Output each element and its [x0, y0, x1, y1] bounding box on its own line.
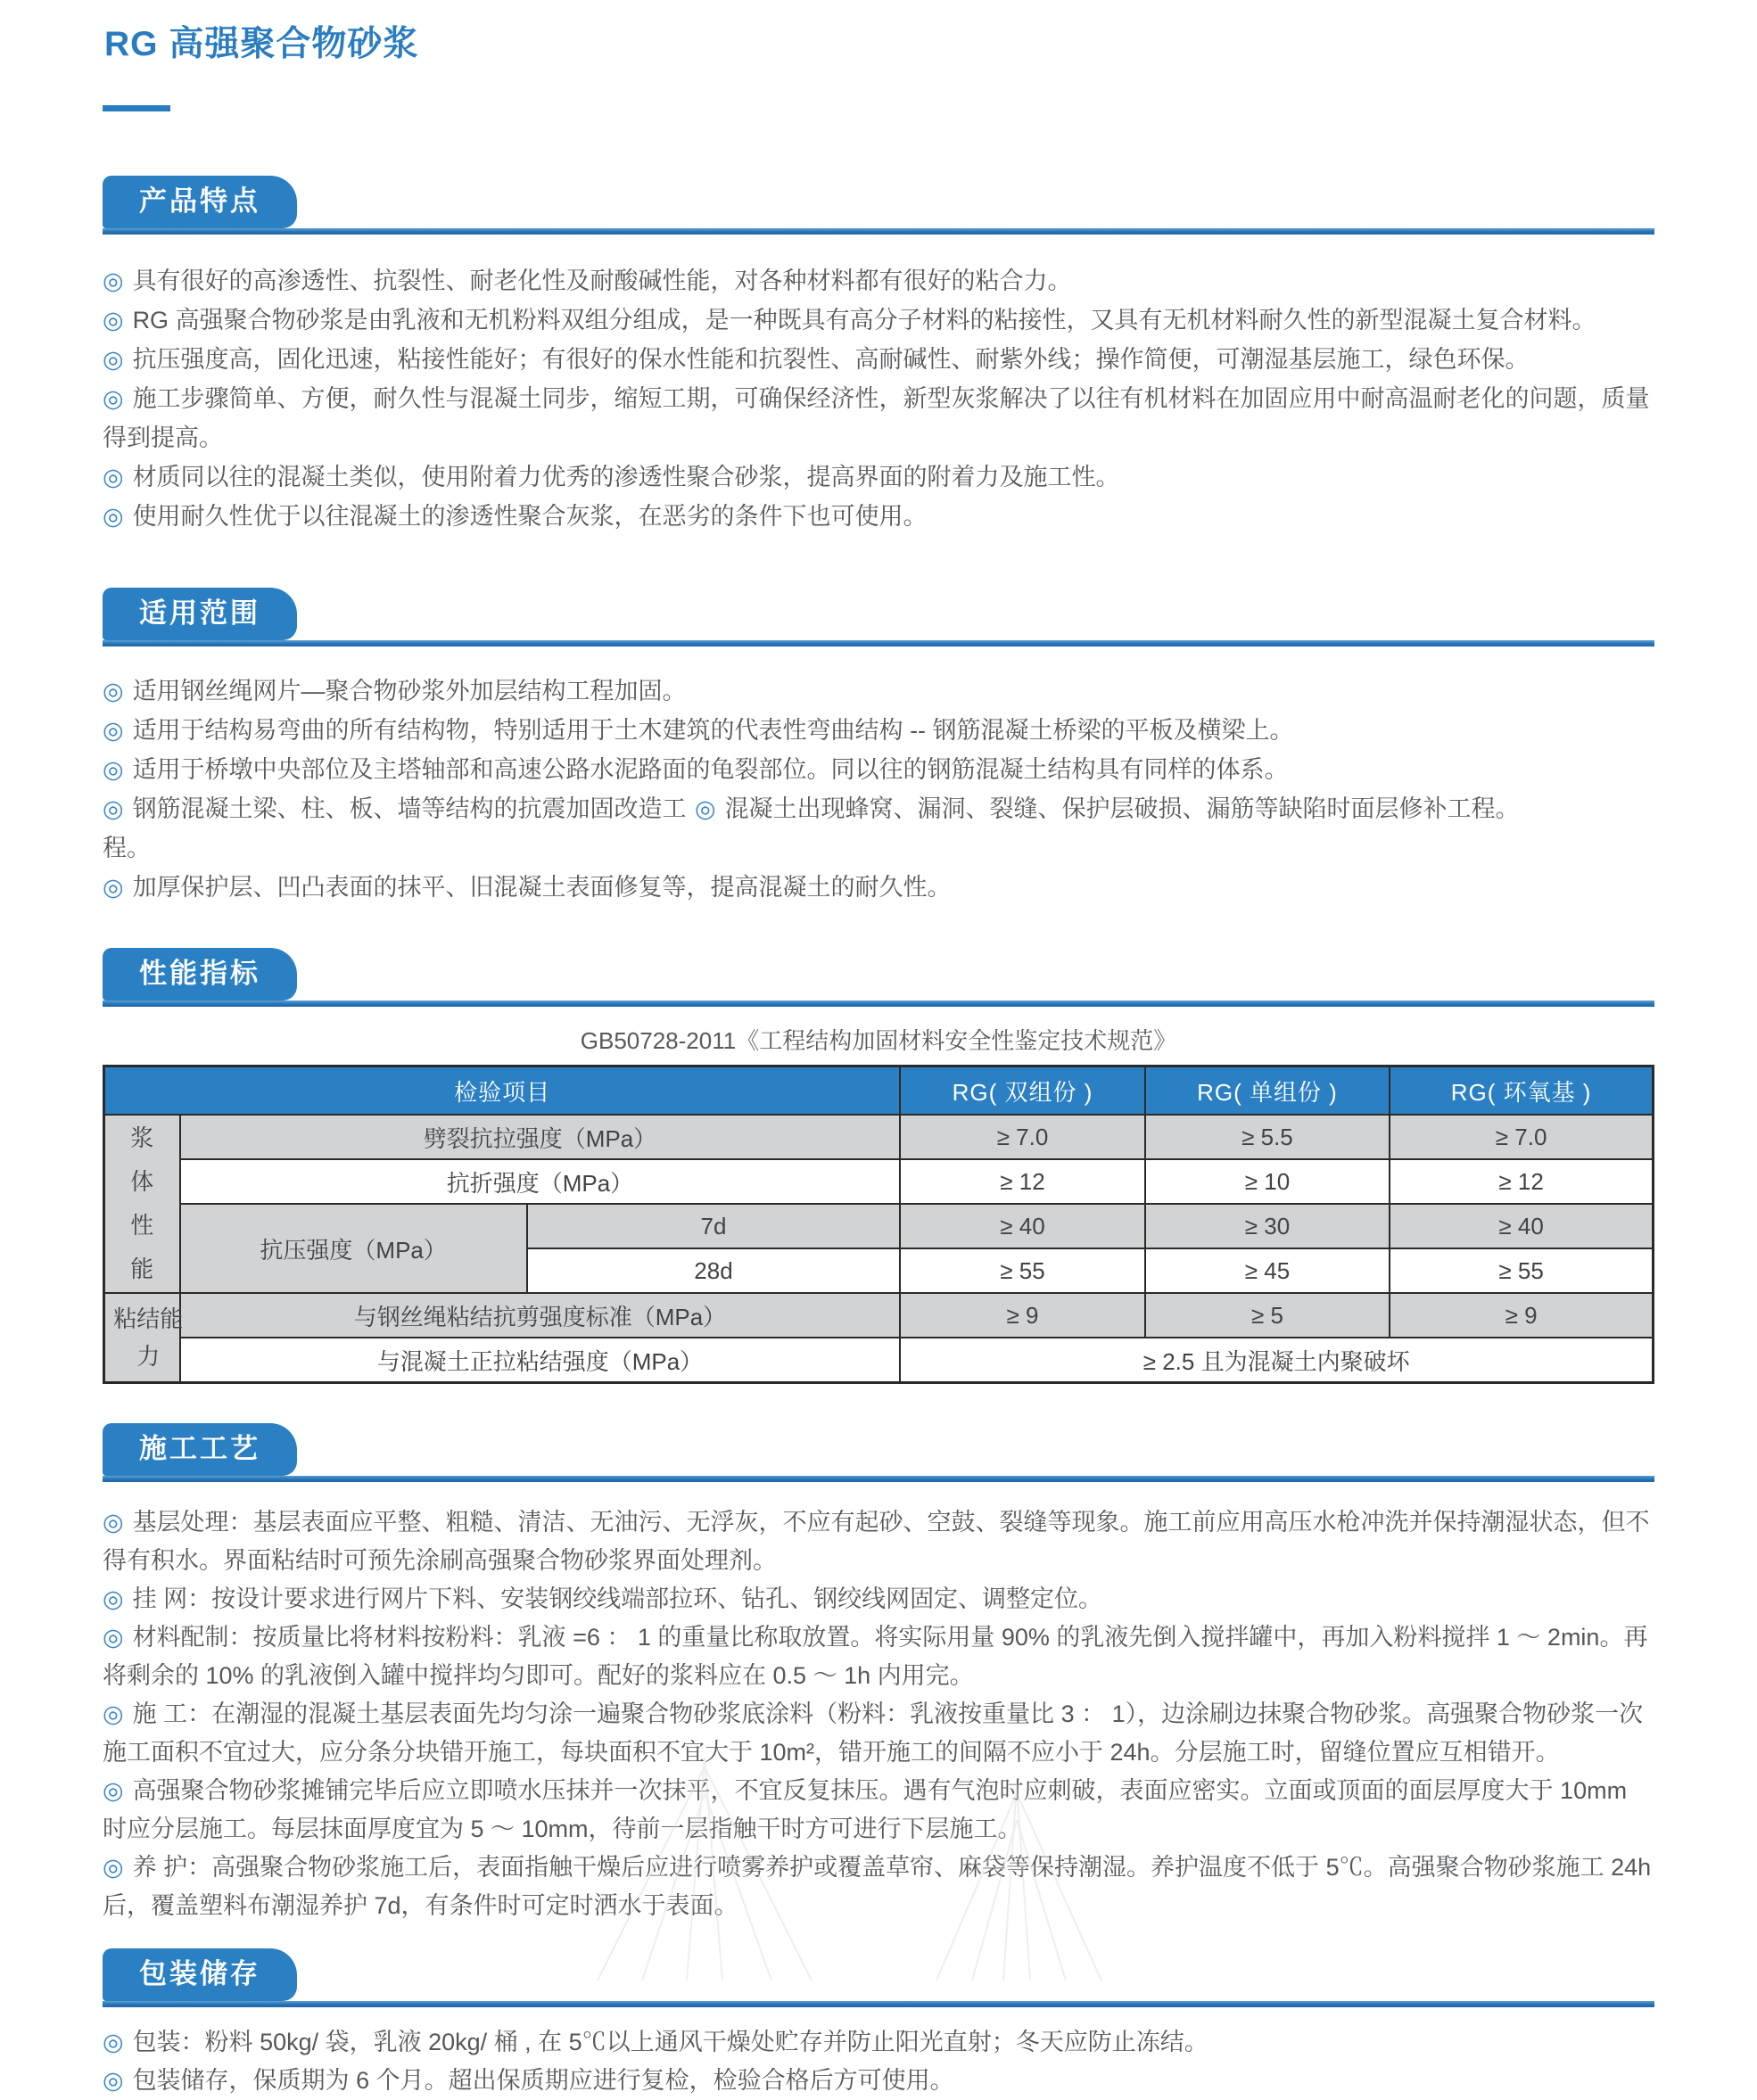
- section-rule: [103, 640, 1654, 646]
- table-row: [104, 1159, 1654, 1204]
- row-name-cell: 与混凝土正拉粘结强度（MPa）: [180, 1338, 901, 1383]
- bullet-text: 适用钢丝绳网片—聚合物砂浆外加层结构工程加固。: [132, 678, 687, 705]
- row-name-cell: 劈裂抗拉强度（MPa）: [180, 1115, 901, 1159]
- bullet-item: [103, 261, 1654, 301]
- bullet-text: RG 高强聚合物砂浆是由乳液和无机粉料双组分组成，是一种既具有高分子材料的粘接性，又具有无机材料耐久性的新型混凝土复合材料。: [132, 307, 1596, 334]
- table-row: [104, 1293, 1654, 1338]
- bullet-item: [103, 497, 1654, 536]
- table-row: [104, 1115, 1654, 1159]
- bullet-icon: ◎: [103, 346, 124, 374]
- bullet-item: [103, 301, 1654, 340]
- bullet-text: 基层处理：基层表面应平整、粗糙、清洁、无油污、无浮灰，不应有起砂、空鼓、裂缝等现象。施工前应用高压水枪冲洗并保持潮湿状态，但不得有积水。界面粘结时可预先涂刷高强聚合物砂浆界面处理剂。: [103, 1509, 1650, 1575]
- bullet-icon: ◎: [103, 756, 124, 784]
- bullet-text: 加厚保护层、凹凸表面的抹平、旧混凝土表面修复等，提高混凝土的耐久性。: [132, 874, 952, 902]
- bullet-icon: ◎: [103, 2029, 124, 2056]
- section-process-heading-tab: 施工工艺: [103, 1423, 297, 1476]
- bullet-icon: ◎: [103, 503, 124, 531]
- bullet-icon: ◎: [103, 1624, 124, 1651]
- section-packaging: [103, 1948, 1654, 2100]
- bullet-item: [103, 457, 1654, 497]
- section-scope: [103, 588, 1654, 907]
- bullet-item: [103, 711, 1654, 750]
- performance-table: [103, 1065, 1654, 1384]
- bullet-icon: ◎: [103, 1585, 124, 1613]
- bullet-text: 材质同以往的混凝土类似，使用附着力优秀的渗透性聚合砂浆，提高界面的附着力及施工性。: [132, 464, 1120, 491]
- section-rule: [103, 228, 1654, 235]
- section-rule: [103, 2001, 1654, 2007]
- bullet-item: [103, 340, 1654, 379]
- bullet-icon: ◎: [103, 268, 124, 295]
- bullet-text: 养 护：高强聚合物砂浆施工后，表面指触干燥后应进行喷雾养护或覆盖草帘、麻袋等保持潮湿。养护温度不低于 5℃。高强聚合物砂浆施工 24h 后，覆盖塑料布潮湿养护 7d，有条件时可定时洒水于表面。: [103, 1854, 1652, 1920]
- value-cell: ≥ 5.5: [1145, 1115, 1390, 1159]
- bullet-item: [103, 1580, 1654, 1618]
- bullet-icon: ◎: [103, 385, 124, 413]
- packaging-bullet-list: [103, 2023, 1654, 2100]
- group-cell-bond: 粘结能力: [104, 1293, 180, 1383]
- table-row: [104, 1204, 1654, 1248]
- value-cell: ≥ 5: [1145, 1293, 1390, 1338]
- value-cell: ≥ 40: [1390, 1204, 1653, 1248]
- row-name-cell: 抗折强度（MPa）: [180, 1159, 901, 1204]
- bullet-icon: ◎: [103, 717, 124, 745]
- bullet-item: [103, 2023, 1654, 2062]
- bullet-icon: ◎: [103, 1777, 124, 1805]
- process-bullet-list: [103, 1503, 1654, 1925]
- value-cell: ≥ 9: [900, 1293, 1144, 1338]
- bullet-text: 抗压强度高，固化迅速，粘接性能好；有很好的保水性能和抗裂性、高耐碱性、耐紫外线；操作简便，可潮湿基层施工，绿色环保。: [132, 346, 1530, 374]
- value-cell: ≥ 12: [900, 1159, 1144, 1204]
- bullet-text: 施工步骤简单、方便，耐久性与混凝土同步，缩短工期，可确保经济性，新型灰浆解决了以往有机材料在加固应用中耐高温耐老化的问题，质量得到提高。: [103, 385, 1650, 452]
- section-packaging-heading-tab: 包装储存: [103, 1948, 297, 2001]
- bullet-text: 高强聚合物砂浆摊铺完毕后应立即喷水压抹并一次抹平，不宜反复抹压。遇有气泡时应刺破，表面应密实。立面或顶面的面层厚度大于 10mm 时应分层施工。每层抹面厚度宜为 5 ～ 10mm，待前一层指触干时方可进行下层施工。: [103, 1777, 1628, 1843]
- bullet-text: 钢筋混凝土梁、柱、板、墙等结构的抗震加固改造工程。: [103, 795, 687, 862]
- section-process: [103, 1423, 1654, 1925]
- section-performance: [103, 948, 1654, 1384]
- bullet-text: 适用于桥墩中央部位及主塔轴部和高速公路水泥路面的龟裂部位。同以往的钢筋混凝土结构具有同样的体系。: [132, 756, 1289, 784]
- row-name-cell: 与钢丝绳粘结抗剪强度标准（MPa）: [180, 1293, 901, 1338]
- table-header-rg1: RG( 单组份 ): [1145, 1066, 1390, 1116]
- bullet-icon: ◎: [103, 874, 124, 902]
- bullet-icon: ◎: [103, 464, 124, 491]
- section-scope-heading-tab: 适用范围: [103, 588, 297, 640]
- bullet-icon: ◎: [103, 1509, 124, 1536]
- value-cell: ≥ 40: [900, 1204, 1144, 1248]
- features-bullet-list: [103, 261, 1654, 536]
- bullet-text: 适用于结构易弯曲的所有结构物，特别适用于土木建筑的代表性弯曲结构 -- 钢筋混凝土桥梁的平板及横梁上。: [132, 717, 1294, 745]
- bullet-icon: ◎: [103, 2067, 124, 2095]
- performance-caption: GB50728-2011《工程结构加固材料安全性鉴定技术规范》: [580, 1027, 1177, 1055]
- section-rule: [103, 1476, 1654, 1482]
- bullet-text: 具有很好的高渗透性、抗裂性、耐老化性及耐酸碱性能，对各种材料都有很好的粘合力。: [132, 268, 1072, 295]
- row-name-cell-compressive: 抗压强度（MPa）: [180, 1204, 527, 1293]
- group-cell-slurry: 浆体性能: [104, 1115, 180, 1293]
- section-performance-heading-tab: 性能指标: [103, 948, 297, 1001]
- bullet-item: [103, 1618, 1654, 1695]
- value-cell: ≥ 30: [1145, 1204, 1390, 1248]
- section-rule: [103, 1001, 1654, 1007]
- value-cell: ≥ 55: [900, 1248, 1144, 1293]
- bullet-item: [103, 868, 1654, 907]
- bullet-text: 材料配制：按质量比将材料按粉料：乳液 =6 ： 1 的重量比称取放置。将实际用量 90% 的乳液先倒入搅拌罐中，再加入粉料搅拌 1 ～ 2min。再将剩余的 10% 的乳液倒入罐中搅拌均匀即可。配好的浆料应在 0.5 ～ 1h 内用完。: [103, 1624, 1648, 1690]
- bullet-item: [103, 1772, 1654, 1849]
- bullet-icon: ◎: [103, 1854, 124, 1882]
- table-header-item: 检验项目: [104, 1066, 901, 1116]
- bullet-item-pair: [103, 789, 1654, 868]
- bullet-item: [695, 789, 1520, 868]
- table-row: [104, 1338, 1654, 1383]
- bullet-icon: ◎: [103, 795, 124, 823]
- value-cell: ≥ 55: [1390, 1248, 1653, 1293]
- bullet-item: [103, 1503, 1654, 1580]
- bullet-icon: ◎: [103, 307, 124, 334]
- bullet-icon: ◎: [103, 1701, 124, 1728]
- bullet-item: [103, 2062, 1654, 2100]
- value-cell: ≥ 45: [1145, 1248, 1390, 1293]
- bullet-item: [103, 1695, 1654, 1772]
- value-cell-span: ≥ 2.5 且为混凝土内聚破坏: [900, 1338, 1653, 1383]
- bullet-text: 挂 网：按设计要求进行网片下料、安装钢绞线端部拉环、钻孔、钢绞线网固定、调整定位。: [132, 1585, 1103, 1613]
- value-cell: ≥ 9: [1390, 1293, 1653, 1338]
- bullet-text: 混凝土出现蜂窝、漏洞、裂缝、保护层破损、漏筋等缺陷时面层修补工程。: [724, 795, 1520, 823]
- scope-bullet-list: [103, 671, 1654, 907]
- bullet-item: [103, 1849, 1654, 1925]
- bullet-text: 施 工：在潮湿的混凝土基层表面先均匀涂一遍聚合物砂浆底涂料（粉料：乳液按重量比 3 ： 1），边涂刷边抹聚合物砂浆。高强聚合物砂浆一次施工面积不宜过大，应分条分块错开施工，每块面积不宜大于 10m²，错开施工的间隔不应小于 24h。分层施工时，留缝位置应互相错开。: [103, 1701, 1644, 1766]
- bullet-icon: ◎: [103, 678, 124, 705]
- value-cell: ≥ 12: [1390, 1159, 1653, 1204]
- bullet-text: 包装：粉料 50kg/ 袋，乳液 20kg/ 桶 , 在 5℃以上通风干燥处贮存并防止阳光直射；冬天应防止冻结。: [132, 2029, 1208, 2056]
- section-features: [103, 176, 1654, 536]
- value-cell: ≥ 7.0: [900, 1115, 1144, 1159]
- bullet-icon: ◎: [695, 795, 716, 823]
- table-header-rg2: RG( 双组份 ): [900, 1066, 1144, 1116]
- bullet-item: [103, 671, 1654, 711]
- table-header-rge: RG( 环氧基 ): [1390, 1066, 1653, 1116]
- bullet-text: 包装储存，保质期为 6 个月。超出保质期应进行复检，检验合格后方可使用。: [132, 2067, 954, 2095]
- bullet-text: 使用耐久性优于以往混凝土的渗透性聚合灰浆，在恶劣的条件下也可使用。: [132, 503, 928, 531]
- value-cell: ≥ 10: [1145, 1159, 1390, 1204]
- page-title: RG 高强聚合物砂浆: [104, 25, 419, 63]
- sub-row-cell: 7d: [527, 1204, 901, 1248]
- bullet-item: [103, 379, 1654, 457]
- section-features-heading-tab: 产品特点: [103, 176, 297, 228]
- bullet-item: [103, 789, 695, 868]
- title-underline: [103, 105, 170, 111]
- sub-row-cell: 28d: [527, 1248, 901, 1293]
- value-cell: ≥ 7.0: [1390, 1115, 1653, 1159]
- bullet-item: [103, 750, 1654, 789]
